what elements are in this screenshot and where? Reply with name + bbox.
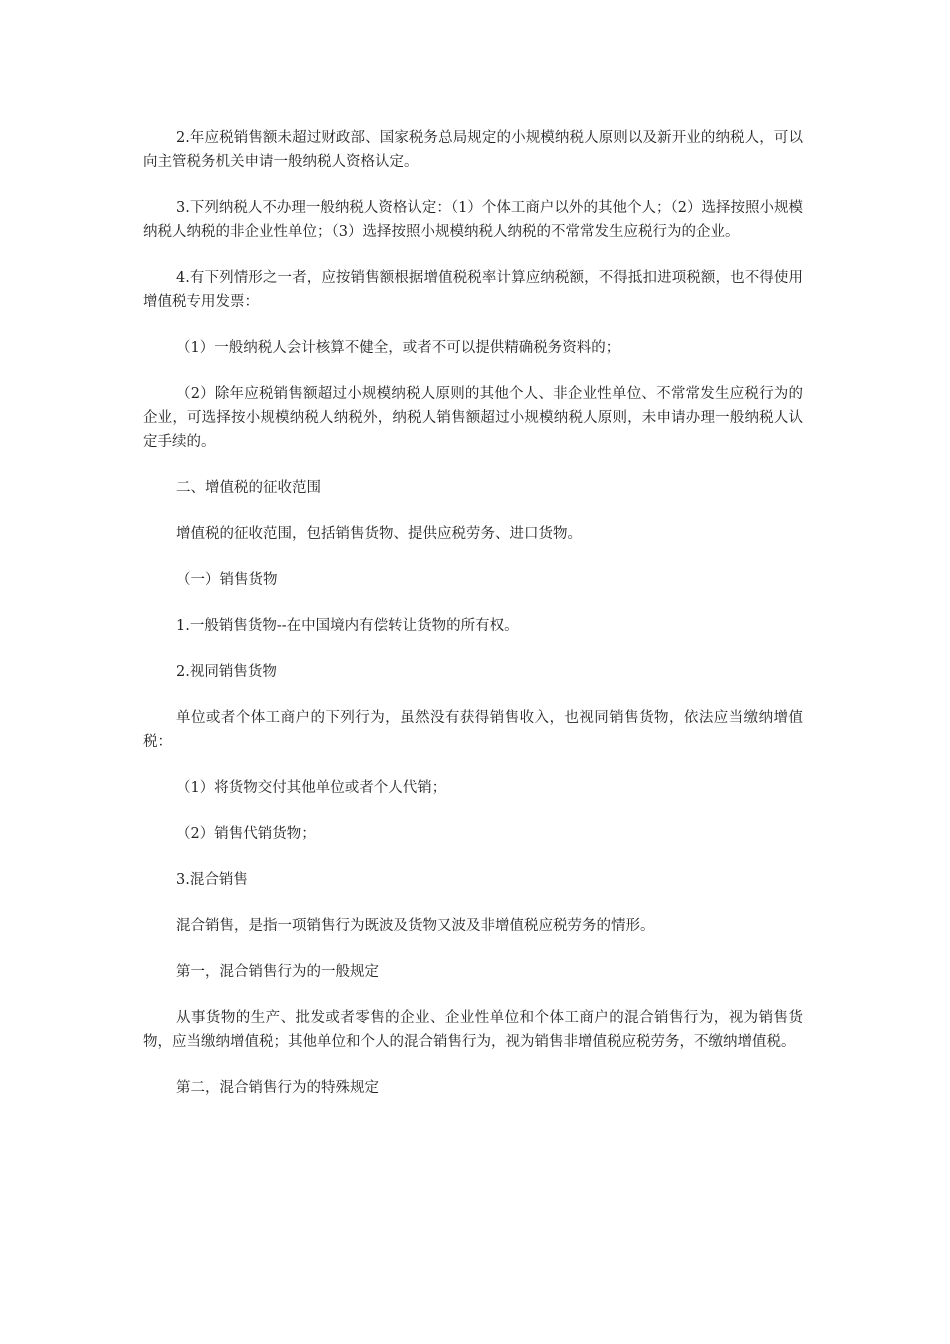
subsection-heading: 2.视同销售货物	[176, 664, 277, 680]
paragraph: 2.年应税销售额未超过财政部、国家税务总局规定的小规模纳税人原则以及新开业的纳税人，可以向主管税务机关申请一般纳税人资格认定。	[143, 130, 803, 170]
document-body	[143, 126, 803, 1122]
paragraph: 混合销售，是指一项销售行为既波及货物又波及非增值税应税劳务的情形。	[176, 918, 655, 934]
list-item: （1）将货物交付其他单位或者个人代销；	[176, 780, 447, 796]
subsection-heading: 3.混合销售	[176, 872, 248, 888]
paragraph: 增值税的征收范围，包括销售货物、提供应税劳务、进口货物。	[176, 526, 582, 542]
paragraph: （1）一般纳税人会计核算不健全，或者不可以提供精确税务资料的；	[176, 340, 621, 356]
paragraph: 1.一般销售货物--在中国境内有偿转让货物的所有权。	[176, 618, 519, 634]
subsection-heading: （一）销售货物	[176, 572, 278, 588]
paragraph: 4.有下列情形之一者，应按销售额根据增值税税率计算应纳税额，不得抵扣进项税额，也不得使用增值税专用发票：	[143, 270, 803, 310]
paragraph: （2）除年应税销售额超过小规模纳税人原则的其他个人、非企业性单位、不常常发生应税行为的企业，可选择按小规模纳税人纳税外，纳税人销售额超过小规模纳税人原则，未申请办理一般纳税人认定手续的。	[143, 386, 803, 450]
list-item: （2）销售代销货物；	[176, 826, 316, 842]
paragraph: 3.下列纳税人不办理一般纳税人资格认定：（1）个体工商户以外的其他个人；（2）选择按照小规模纳税人纳税的非企业性单位；（3）选择按照小规模纳税人纳税的不常常发生应税行为的企业。	[143, 200, 803, 240]
subsection-heading: 第二，混合销售行为的特殊规定	[176, 1080, 379, 1096]
section-heading: 二、增值税的征收范围	[176, 480, 321, 496]
paragraph: 单位或者个体工商户的下列行为，虽然没有获得销售收入，也视同销售货物，依法应当缴纳增值税：	[143, 710, 803, 750]
paragraph: 从事货物的生产、批发或者零售的企业、企业性单位和个体工商户的混合销售行为，视为销售货物，应当缴纳增值税；其他单位和个人的混合销售行为，视为销售非增值税应税劳务，不缴纳增值税。	[143, 1010, 803, 1050]
subsection-heading: 第一，混合销售行为的一般规定	[176, 964, 379, 980]
